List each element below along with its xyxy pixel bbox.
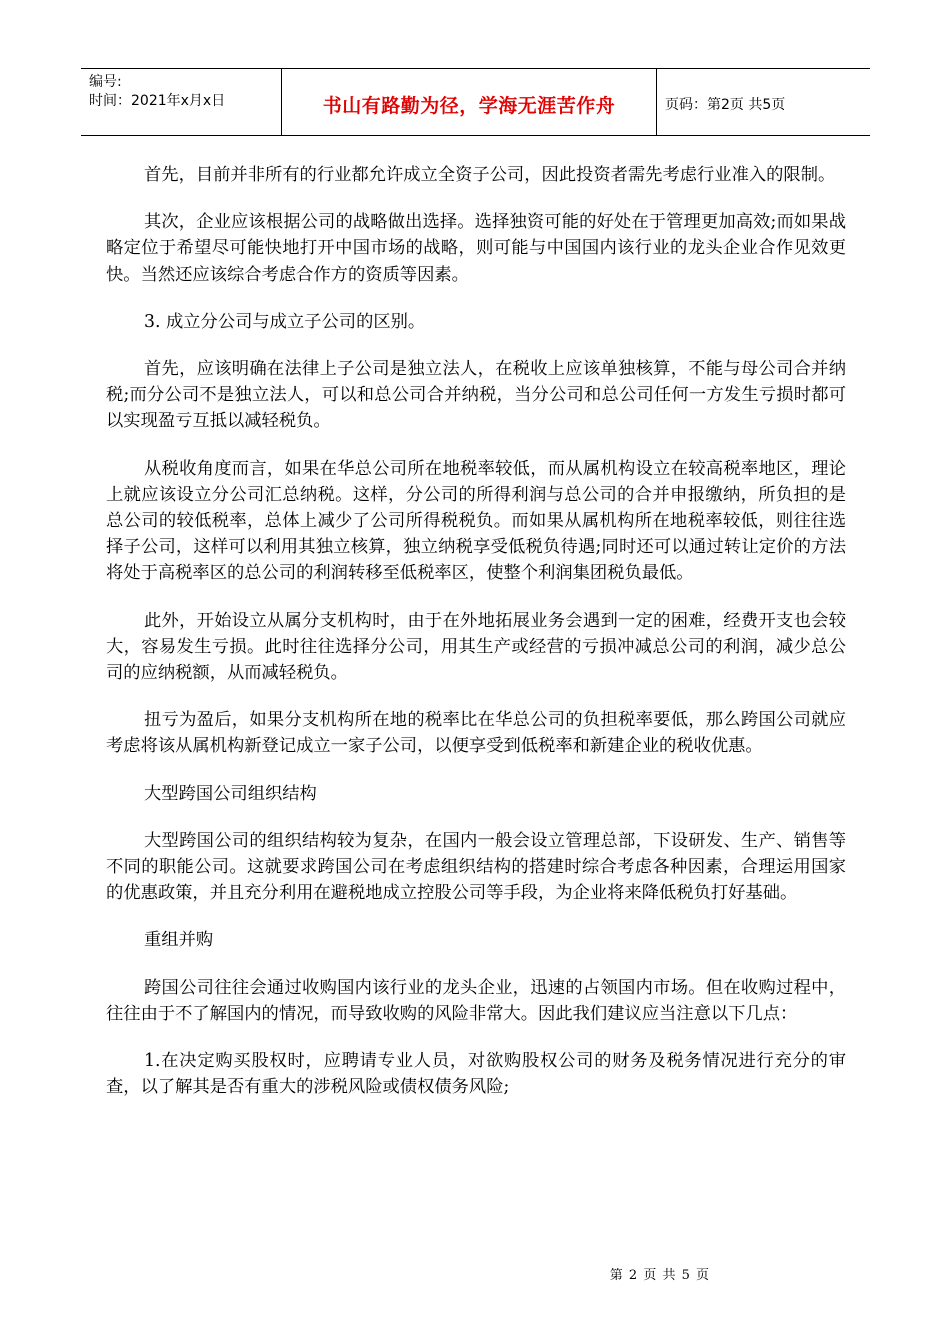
paragraph: 1.在决定购买股权时，应聘请专业人员，对欲购股权公司的财务及税务情况进行充分的审查，以了解其是否有重大的涉税风险或债权债务风险; (106, 1051, 846, 1098)
date-label: 时间：2021年x月x日 (89, 93, 226, 109)
section-heading: 3. 成立分公司与成立子公司的区别。 (144, 311, 426, 332)
header-motto-cell (282, 69, 657, 135)
document-header (81, 68, 870, 136)
paragraph: 首先，应该明确在法律上子公司是独立法人，在税收上应该单独核算，不能与母公司合并纳税;而分公司不是独立法人，可以和总公司合并纳税，当分公司和总公司任何一方发生亏损时都可以实现盈亏互抵以减轻税负。 (106, 359, 846, 432)
motto-text: 书山有路勤为径，学海无涯苦作舟 (322, 94, 616, 117)
paragraph: 其次，企业应该根据公司的战略做出选择。选择独资可能的好处在于管理更加高效;而如果战略定位于希望尽可能快地打开中国市场的战略，则可能与中国国内该行业的龙头企业合作见效更快。当然还应该综合考虑合作方的资质等因素。 (106, 212, 846, 285)
document-body (106, 162, 846, 1121)
paragraph: 首先，目前并非所有的行业都允许成立全资子公司，因此投资者需先考虑行业准入的限制。 (144, 165, 836, 185)
paragraph: 大型跨国公司的组织结构较为复杂，在国内一般会设立管理总部，下设研发、生产、销售等不同的职能公司。这就要求跨国公司在考虑组织结构的搭建时综合考虑各种因素，合理运用国家的优惠政策，并且充分利用在避税地成立控股公司等手段，为企业将来降低税负打好基础。 (106, 830, 846, 904)
section-heading: 大型跨国公司组织结构 (144, 783, 317, 804)
paragraph: 扭亏为盈后，如果分支机构所在地的税率比在华总公司的负担税率要低，那么跨国公司就应考虑将该从属机构新登记成立一家子公司，以便享受到低税率和新建企业的税收优惠。 (106, 710, 846, 757)
page-footer (0, 1264, 950, 1283)
paragraph: 此外，开始设立从属分支机构时，由于在外地拓展业务会遇到一定的困难，经费开支也会较大，容易发生亏损。此时往往选择分公司，用其生产或经营的亏损冲减总公司的利润，减少总公司的应纳税额，从而减轻税负。 (106, 610, 846, 684)
section-heading: 重组并购 (144, 930, 214, 951)
page-number-label: 页码：第2页 共5页 (665, 97, 786, 113)
paragraph: 从税收角度而言，如果在华总公司所在地税率较低，而从属机构设立在较高税率地区，理论上就应该设立分公司汇总纳税。这样，分公司的所得利润与总公司的合并申报缴纳，所负担的是总公司的较低税率，总体上减少了公司所得税税负。而如果从属机构所在地税率较低，则往往选择子公司，这样可以利用其独立核算，独立纳税享受低税负待遇;同时还可以通过转让定价的方法将处于高税率区的总公司的利润转移至低税率区，使整个利润集团税负最低。 (106, 458, 846, 584)
header-info-cell (81, 69, 282, 135)
footer-page-number: 第 2 页 共 5 页 (609, 1268, 710, 1283)
paragraph: 跨国公司往往会通过收购国内该行业的龙头企业，迅速的占领国内市场。但在收购过程中，往往由于不了解国内的情况，而导致收购的风险非常大。因此我们建议应当注意以下几点： (106, 977, 846, 1024)
header-page-cell (657, 69, 870, 135)
serial-number-label: 编号: (89, 74, 122, 90)
